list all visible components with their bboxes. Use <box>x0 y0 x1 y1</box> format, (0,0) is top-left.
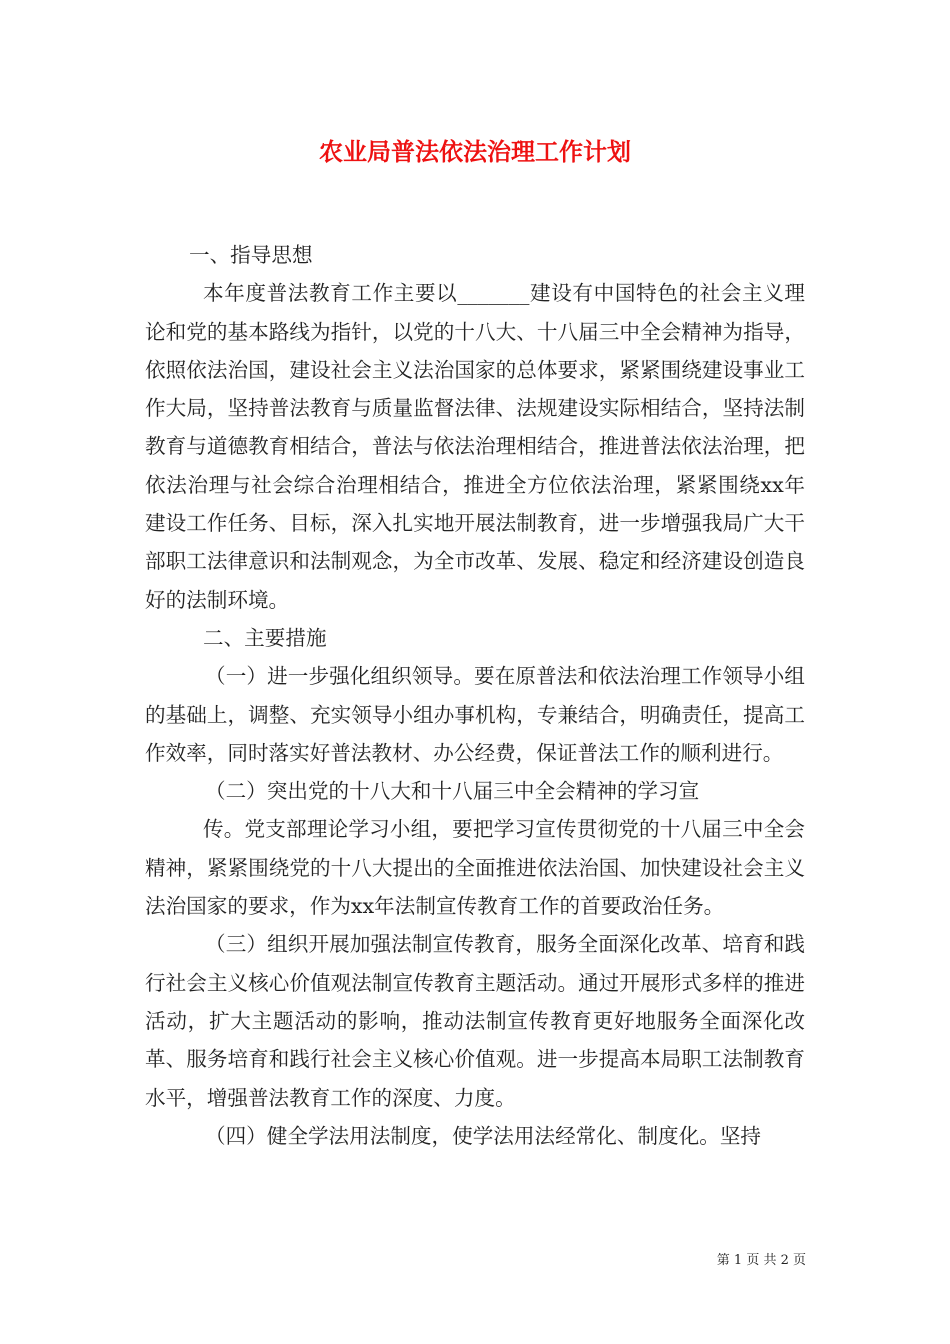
paragraph-guiding-thought: 本年度普法教育工作主要以_______建设有中国特色的社会主义理论和党的基本路线为指针，以党的十八大、十八届三中全会精神为指导，依照依法治国，建设社会主义法治国家的总体要求，紧紧围绕建设事业工作大局，坚持普法教育与质量监督法律、法规建设实际相结合，坚持法制教育与道德教育相结合，普法与依法治理相结合，推进普法依法治理，把依法治理与社会综合治理相结合，推进全方位依法治理，紧紧围绕xx年建设工作任务、目标，深入扎实地开展法制教育，进一步增强我局广大干部职工法律意识和法制观念，为全市改革、发展、稳定和经济建设创造良好的法制环境。 <box>145 281 805 612</box>
paragraph-measure-2-rest: 传。党支部理论学习小组，要把学习宣传贯彻党的十八届三中全会精神，紧紧围绕党的十八大提出的全面推进依法治国、加快建设社会主义法治国家的要求，作为xx年法制宣传教育工作的首要政治任务。 <box>145 817 805 919</box>
document-title: 农业局普法依法治理工作计划 <box>319 137 631 166</box>
section-heading-2: 二、主要措施 <box>203 625 327 650</box>
paragraph-measure-2-line1: （二）突出党的十八大和十八届三中全会精神的学习宣 <box>205 779 700 804</box>
page-number: 第 1 页 共 2 页 <box>716 1253 806 1268</box>
document-body <box>145 236 805 1155</box>
paragraph-measure-3: （三）组织开展加强法制宣传教育，服务全面深化改革、培育和践行社会主义核心价值观法制宣传教育主题活动。通过开展形式多样的推进活动，扩大主题活动的影响，推动法制宣传教育更好地服务全面深化改革、服务培育和践行社会主义核心价值观。进一步提高本局职工法制教育水平，增强普法教育工作的深度、力度。 <box>145 932 805 1110</box>
section-heading-1: 一、指导思想 <box>189 243 313 267</box>
paragraph-measure-1: （一）进一步强化组织领导。要在原普法和依法治理工作领导小组的基础上，调整、充实领导小组办事机构，专兼结合，明确责任，提高工作效率，同时落实好普法教材、办公经费，保证普法工作的顺利进行。 <box>145 664 805 765</box>
paragraph-measure-4: （四）健全学法用法制度，使学法用法经常化、制度化。坚持 <box>205 1123 762 1148</box>
